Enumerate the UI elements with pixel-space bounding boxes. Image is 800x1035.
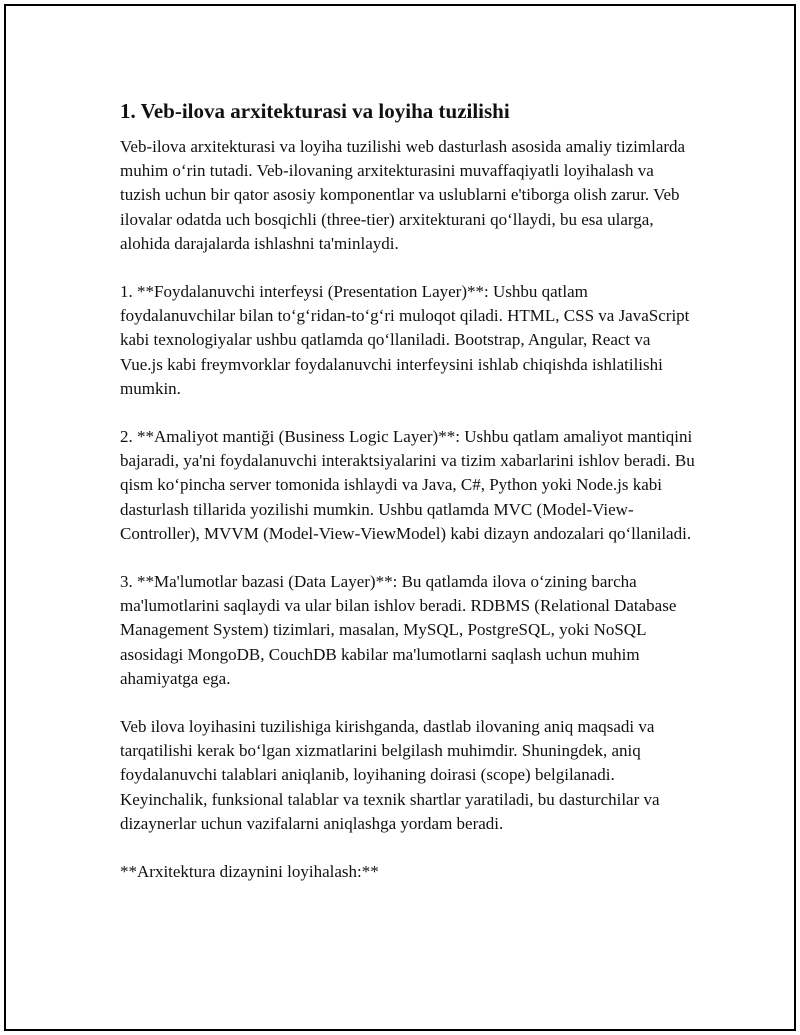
presentation-layer-paragraph: 1. **Foydalanuvchi interfeysi (Presentation Layer)**: Ushbu qatlam foydalanuvchilar bilan toʻgʻridan-toʻgʻri muloqot qiladi. HTML, CSS va JavaScript kabi texnologiyalar ushbu qatlamda qoʻllaniladi. Bootstrap, Angular, React va Vue.js kabi freymvorklar foydalanuvchi interfeysini ishlab chiqishda ishlatilishi mumkin.	[120, 282, 690, 398]
project-structure-paragraph: Veb ilova loyihasini tuzilishiga kirishganda, dastlab ilovaning aniq maqsadi va tarqatilishi kerak boʻlgan xizmatlarini belgilash muhimdir. Shuningdek, aniq foydalanuvchi talablari aniqlanib, loyihaning doirasi (scope) belgilanadi. Keyinchalik, funksional talablar va texnik shartlar yaratiladi, bu dasturchilar va dizaynerlar uchun vazifalarni aniqlashga yordam beradi.	[120, 717, 660, 833]
document-body	[120, 98, 695, 908]
architecture-design-heading: **Arxitektura dizaynini loyihalash:**	[120, 862, 379, 882]
business-logic-layer-paragraph: 2. **Amaliyot mantiği (Business Logic Layer)**: Ushbu qatlam amaliyot mantiqini bajaradi, ya'ni foydalanuvchi interaktsiyalarini va tizim xabarlarini ishlov beradi. Bu qism koʻpincha server tomonida ishlaydi va Java, C#, Python yoki Node.js kabi dasturlash tillarida yozilishi mumkin. Ushbu qatlamda MVC (Model-View-Controller), MVVM (Model-View-ViewModel) kabi dizayn andozalari qoʻllaniladi.	[120, 427, 695, 543]
data-layer-paragraph: 3. **Ma'lumotlar bazasi (Data Layer)**: Bu qatlamda ilova oʻzining barcha ma'lumotlarini saqlaydi va ular bilan ishlov beradi. RDBMS (Relational Database Management System) tizimlari, masalan, MySQL, PostgreSQL, yoki NoSQL asosidagi MongoDB, CouchDB kabilar ma'lumotlarni saqlash uchun muhim ahamiyatga ega.	[120, 572, 677, 688]
intro-paragraph: Veb-ilova arxitekturasi va loyiha tuzilishi web dasturlash asosida amaliy tizimlarda muhim oʻrin tutadi. Veb-ilovaning arxitekturasini muvaffaqiyatli loyihalash va tuzish uchun bir qator asosiy komponentlar va uslublarni e'tiborga olish zarur. Veb ilovalar odatda uch bosqichli (three-tier) arxitekturani qoʻllaydi, bu esa ularga, alohida darajalarda ishlashni ta'minlaydi.	[120, 137, 686, 253]
page-frame	[4, 4, 796, 1031]
page-title: 1. Veb-ilova arxitekturasi va loyiha tuzilishi	[120, 99, 510, 123]
